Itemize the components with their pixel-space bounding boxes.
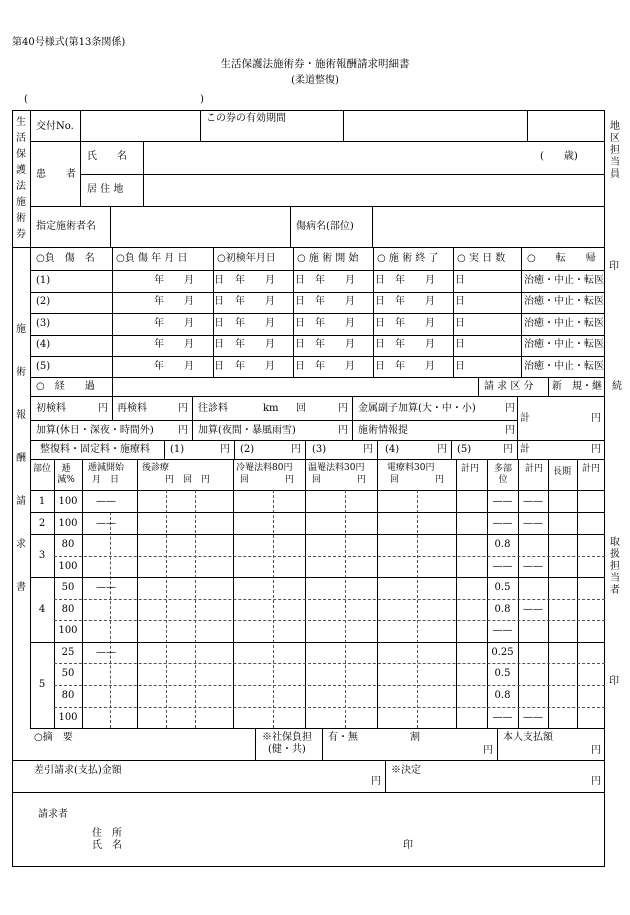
col-part: 部位 [32, 464, 51, 474]
reconstruct-fee: 整復料・固定料・施療料 [40, 444, 150, 455]
col-total: 計円 [460, 464, 479, 474]
part-number: 2 [38, 518, 46, 529]
social-insurance-label: ※社保負担 [262, 732, 312, 743]
provider-label: 指定施術者名 [36, 221, 96, 232]
paren-open: ( [24, 94, 28, 105]
form-number: 第40号様式(第13条関係) [12, 37, 126, 48]
col-decay-start: 逓減開始 [88, 463, 125, 473]
page-subtitle: (柔道整復) [291, 75, 339, 86]
col-decay: 逓減% [57, 464, 75, 485]
seal-mark: 印 [609, 261, 619, 272]
net-claim-label: 差引請求(支払)金額 [34, 765, 122, 776]
name-label: 氏 名 [87, 151, 127, 162]
handler-label: 取 扱 担 当 者 [610, 537, 620, 596]
col-warm: 温罨法料30円 [308, 463, 365, 473]
overtime-add: 加算(休日・深夜・時間外) [36, 425, 154, 436]
claim-type-value: 新 規・継 続 [552, 381, 622, 392]
col-end: ○ 施 術 終 了 [377, 253, 439, 264]
part-number: 3 [38, 550, 46, 561]
age-field: ( 歳) [540, 151, 578, 162]
injury-name-label: 傷病名(部位) [296, 221, 354, 232]
col-total: 計円 [581, 464, 600, 474]
progress-label: ○ 経 過 [36, 381, 95, 392]
info-fee: 施術情報提 [358, 425, 408, 436]
claimant-label: 請求者 [38, 809, 68, 820]
seal-mark: 印 [609, 676, 619, 687]
decision-label: ※決定 [391, 765, 421, 776]
claimant-seal: 印 [403, 840, 413, 851]
metal-splint-fee: 金属副子加算(大・中・小) [358, 403, 476, 414]
ticket-vertical-label: 生 活 保 護 法 施 術 券 [16, 117, 26, 240]
col-long: 長期 [552, 467, 571, 477]
part-number: 1 [38, 496, 46, 507]
paren-close: ) [200, 94, 204, 105]
district-officer-label: 地 区 担 当 員 [610, 121, 620, 180]
issue-number-label: 交付No. [36, 121, 74, 132]
remarks-label: ○摘 要 [34, 732, 73, 743]
col-days: ○ 実 日 数 [457, 253, 506, 264]
page-title: 生活保護法施術券・施術報酬請求明細書 [220, 58, 410, 70]
address-label: 居 住 地 [87, 184, 124, 195]
col-cold: 冷罨法料80円 [236, 463, 293, 473]
first-visit-fee: 初検料 [36, 403, 66, 414]
col-injury-name: ○負 傷 名 [36, 253, 95, 264]
night-add: 加算(夜間・暴風雨雪) [198, 425, 296, 436]
claim-type-label: 請 求 区 分 [484, 381, 534, 392]
col-start: ○ 施 術 開 始 [297, 253, 359, 264]
self-pay-label: 本人支払額 [503, 732, 553, 743]
revisit-fee: 再検料 [117, 403, 147, 414]
claimant-address-label: 住 所 [92, 828, 122, 839]
col-after-care: 後診療 [142, 463, 170, 473]
col-injury-date: ○負 傷 年 月 日 [116, 253, 188, 264]
col-electro: 電療料30円 [387, 463, 435, 473]
col-outcome: ○ 転 帰 [527, 253, 596, 264]
part-number: 5 [38, 679, 46, 690]
col-multi: 多部位 [493, 464, 512, 485]
claim-vertical-label: 施 術 報 酬 請 求 書 [16, 324, 26, 593]
validity-label: この券の有効期間 [206, 113, 286, 124]
house-call-fee: 往診料 [198, 403, 228, 414]
col-first-visit: ○初検年月日 [217, 253, 276, 264]
patient-label: 患 者 [36, 169, 76, 180]
claimant-name-label: 氏 名 [92, 840, 122, 851]
col-total: 計円 [524, 464, 543, 474]
part-number: 4 [38, 604, 46, 615]
social-insurance-yes-no: 有・無 [328, 732, 358, 743]
